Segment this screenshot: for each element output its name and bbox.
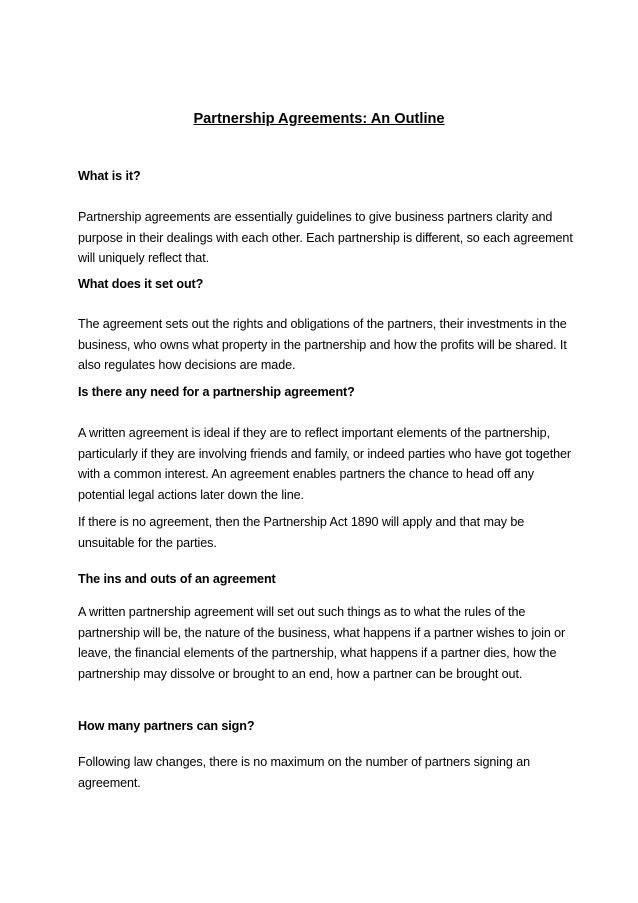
section-heading-need-for-agreement: Is there any need for a partnership agreement? <box>78 385 355 399</box>
section-heading-what-does-it-set-out: What does it set out? <box>78 277 204 291</box>
section-paragraph: If there is no agreement, then the Partnership Act 1890 will apply and that may be unsuitable for the parties. <box>78 515 525 550</box>
section-paragraph: The agreement sets out the rights and obligations of the partners, their investments in the business, who owns what property in the partnership and how the profits will be shared. It also regulates how decisions are made. <box>78 317 567 372</box>
section-heading-ins-and-outs: The ins and outs of an agreement <box>78 572 276 586</box>
section-paragraph: Following law changes, there is no maximum on the number of partners signing an agreement. <box>78 755 531 790</box>
section-heading-what-is-it: What is it? <box>78 169 141 183</box>
section-heading-how-many-partners: How many partners can sign? <box>78 719 255 733</box>
section-paragraph: Partnership agreements are essentially guidelines to give business partners clarity and purpose in their dealings with each other. Each partnership is different, so each agreement will uniquely reflect that. <box>78 210 573 265</box>
document-title: Partnership Agreements: An Outline <box>193 111 445 127</box>
section-paragraph: A written agreement is ideal if they are to reflect important elements of the partnership, particularly if they are involving friends and family, or indeed parties who have got together with a common interest. An agreement enables partners the chance to head off any potential legal actions later down the line. <box>78 426 571 502</box>
section-paragraph: A written partnership agreement will set out such things as to what the rules of the partnership will be, the nature of the business, what happens if a partner wishes to join or leave, the financial elements of the partnership, what happens if a partner dies, how the partnership may dissolve or brought to an end, how a partner can be brought out. <box>78 605 566 681</box>
